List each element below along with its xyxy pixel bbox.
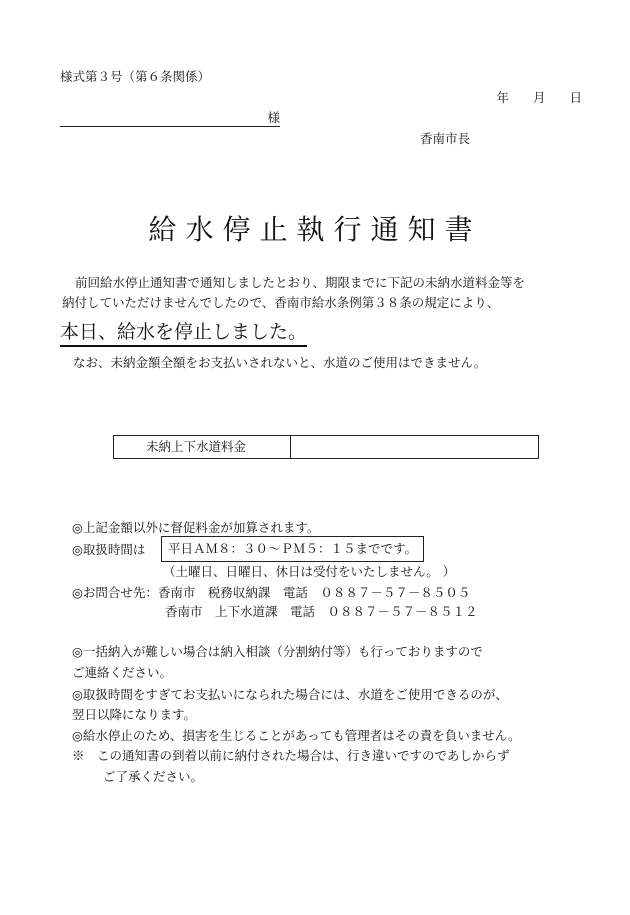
body-line-2: 納付していただけませんでしたので、香南市給水条例第３８条の規定により、 [62, 295, 500, 310]
recipient-suffix: 様 [267, 110, 280, 125]
document-title: 給水停止執行通知書 [148, 213, 482, 246]
after-hours-line-1: ◎取扱時間をすぎてお支払いになられた場合には、水道をご使用できるのが、 [72, 687, 508, 702]
hours-label: ◎取扱時間は [72, 542, 146, 557]
contact-row-1 [72, 585, 470, 601]
headline: 本日、給水を停止しました。 [60, 320, 307, 347]
lump-sum-line-2: ご連絡ください。 [72, 665, 173, 680]
unpaid-amount-table [113, 435, 539, 459]
date-line: 年 月 日 [496, 90, 582, 105]
lump-sum-line-1: ◎一括納入が難しい場合は納入相談（分割納付等）も行っておりますので [72, 644, 483, 659]
liability-notice: ◎給水停止のため、損害を生じることがあっても管理者はその責を負いません。 [72, 728, 521, 743]
contact-2: 香南市 上下水道課 電話 ０８８７－５７－８５１２ [165, 604, 478, 619]
crossing-notice-line-1: ※ この通知書の到着以前に納付された場合は、行き違いですのであしからず [72, 748, 510, 763]
issuer: 香南市長 [420, 131, 471, 146]
form-number: 様式第３号（第６条関係） [60, 69, 211, 84]
hours-box: 平日ＡＭ８：３０～ＰＭ５：１５までです。 [161, 536, 424, 562]
after-hours-line-2: 翌日以降になります。 [72, 707, 197, 722]
body-line-1: 前回給水停止通知書で通知しましたとおり、期限までに下記の未納水道料金等を [75, 275, 526, 290]
fee-notice: ◎上記金額以外に督促料金が加算されます。 [72, 520, 320, 535]
contact-1: 香南市 税務収納課 電話 ０８８７－５７－８５０５ [157, 585, 471, 600]
note: なお、未納金額全額をお支払いされないと、水道のご使用はできません。 [73, 355, 487, 370]
crossing-notice-line-2: ご了承ください。 [103, 769, 204, 784]
hours-note: （土曜日、日曜日、休日は受付をいたしません。 ） [163, 564, 456, 579]
unpaid-amount-label: 未納上下水道料金 [114, 436, 291, 458]
recipient-line [60, 110, 280, 127]
contact-label: ◎お問合せ先： [72, 585, 158, 600]
unpaid-amount-value [291, 436, 538, 458]
